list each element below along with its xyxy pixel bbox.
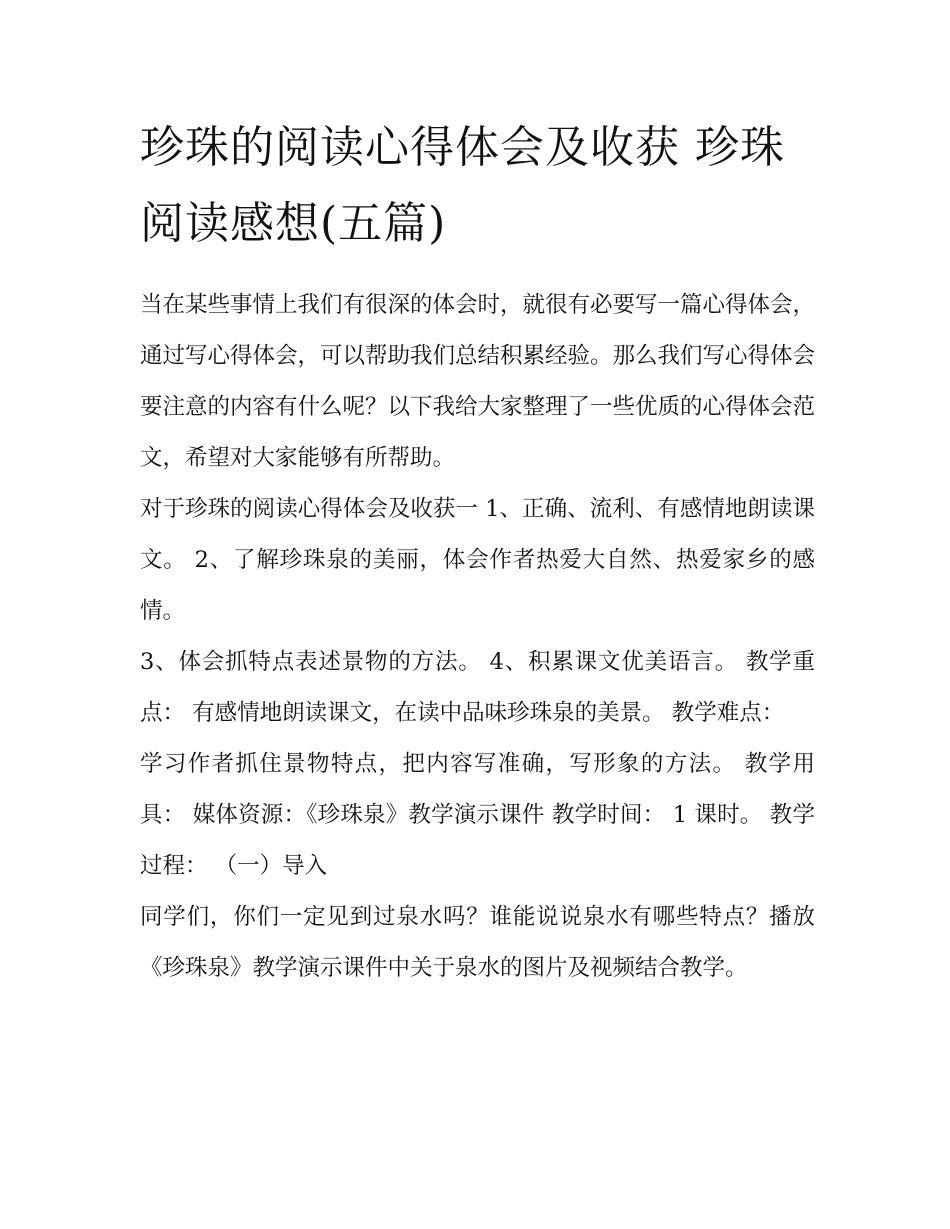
document-title: 珍珠的阅读心得体会及收获 珍珠阅读感想(五篇) — [140, 122, 785, 249]
document-body — [140, 110, 815, 994]
paragraph-teaching-tools: 学习作者抓住景物特点，把内容写准确，写形象的方法。 教学用具： 媒体资源：《珍珠泉》教学演示课件 教学时间： 1 课时。 教学过程： （一）导入 — [140, 751, 815, 879]
paragraph-objectives: 对于珍珠的阅读心得体会及收获一 1、正确、流利、有感情地朗读课文。 2、了解珍珠泉的美丽，体会作者热爱大自然、热爱家乡的感情。 — [140, 496, 815, 624]
paragraph-introduction-step: 同学们，你们一定见到过泉水吗？谁能说说泉水有哪些特点？播放《珍珠泉》教学演示课件中关于泉水的图片及视频结合教学。 — [140, 904, 815, 981]
paragraph-intro: 当在某些事情上我们有很深的体会时，就很有必要写一篇心得体会，通过写心得体会，可以帮助我们总结积累经验。那么我们写心得体会要注意的内容有什么呢？以下我给大家整理了一些优质的心得体会范文，希望对大家能够有所帮助。 — [140, 292, 816, 471]
paragraph-key-points: 3、体会抓特点表述景物的方法。 4、积累课文优美语言。 教学重点： 有感情地朗读课文，在读中品味珍珠泉的美景。 教学难点： — [140, 649, 815, 726]
